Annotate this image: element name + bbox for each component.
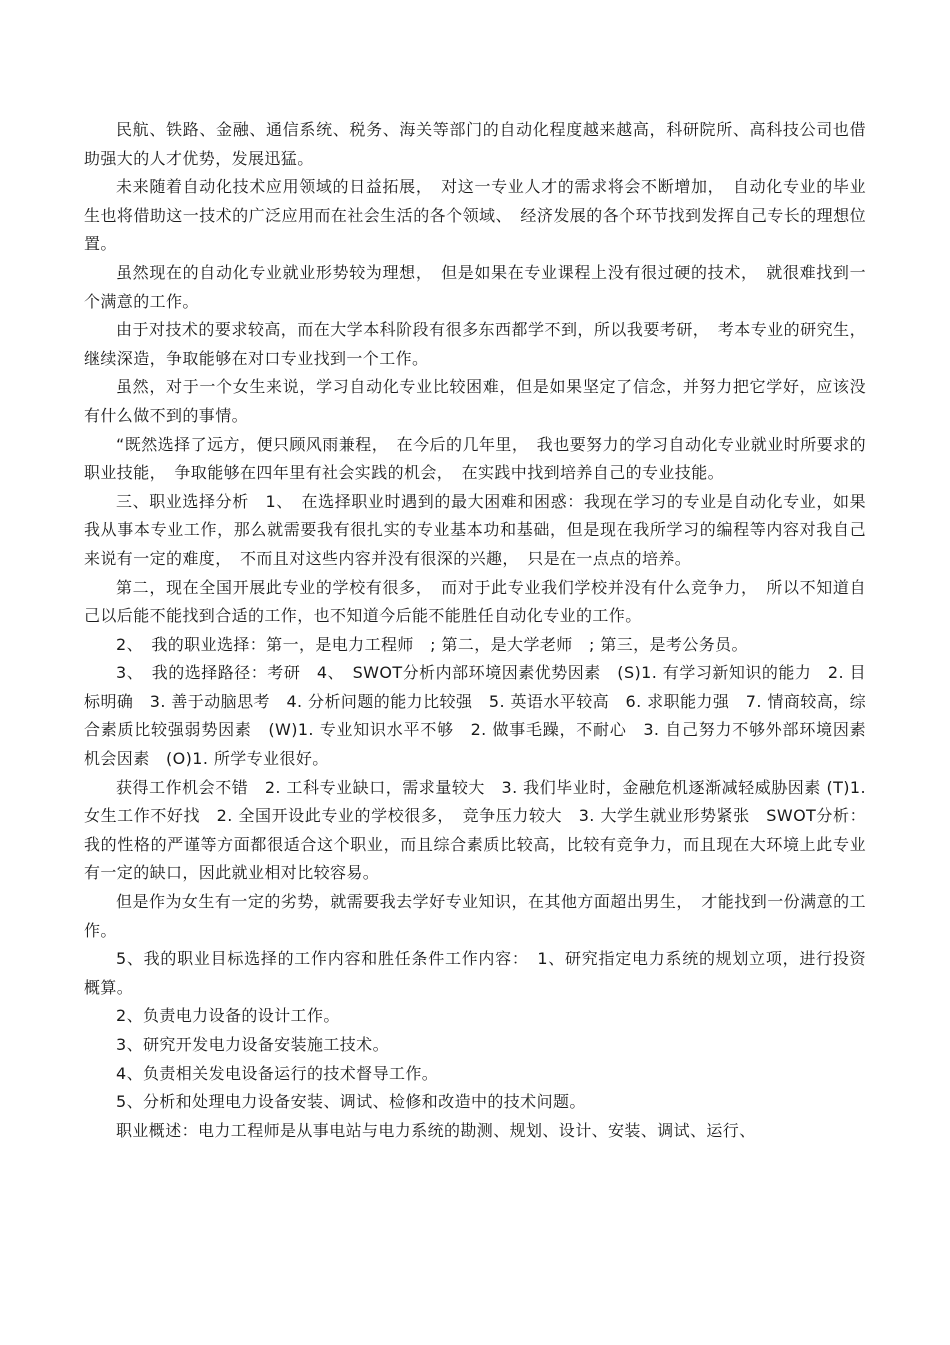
paragraph-15: 3、研究开发电力设备安装施工技术。 [116,1035,389,1054]
paragraph-6: “既然选择了远方，便只顾风雨兼程， 在今后的几年里， 我也要努力的学习自动化专业就业时所要求的职业技能， 争取能够在四年里有社会实践的机会， 在实践中找到培养自己的专业技能。 [84,434,866,483]
paragraph-16: 4、负责相关发电设备运行的技术督导工作。 [116,1063,439,1083]
paragraph-10: 3、 我的选择路径：考研 4、 SWOT分析内部环境因素优势因素 (S)1. 有学习新知识的能力 2. 目标明确 3. 善于动脑思考 4. 分析问题的能力比较强 5. 英语水平较高 6. 求职能力强 7. 情商较高，综合素质比较强弱势因素 (W)1. 专业知识水平不够 2. 做事毛躁，不耐心 3. 自己努力不够外部环境因素机会因素 (O)1. 所学专业很好。 [84,663,866,769]
paragraph-7: 三、职业选择分析 1、 在选择职业时遇到的最大困难和困惑：我现在学习的专业是自动化专业，如果我从事本专业工作，那么就需要我有很扎实的专业基本功和基础，但是现在我所学习的编程等内容对我自己来说有一定的难度， 不而且对这些内容并没有很深的兴趣， 只是在一点点的培养。 [84,491,866,568]
paragraph-11: 获得工作机会不错 2. 工科专业缺口，需求量较大 3. 我们毕业时，金融危机逐渐减轻威胁因素 (T)1. 女生工作不好找 2. 全国开设此专业的学校很多， 竞争压力较大 3. 大学生就业形势紧张 SWOT分析：我的性格的严谨等方面都很适合这个职业，而且综合素质比较高，比较有竞争力，而且现在大环境上此专业有一定的缺口，因此就业相对比较容易。 [84,777,866,883]
paragraph-1: 民航、铁路、金融、通信系统、税务、海关等部门的自动化程度越来越高，科研院所、高科技公司也借助强大的人才优势，发展迅猛。 [84,120,866,168]
paragraph-3: 虽然现在的自动化专业就业形势较为理想， 但是如果在专业课程上没有很过硬的技术， 就很难找到一个满意的工作。 [84,262,866,311]
document-body [84,116,866,1145]
paragraph-5: 虽然，对于一个女生来说，学习自动化专业比较困难，但是如果坚定了信念，并努力把它学好，应该没有什么做不到的事情。 [84,377,866,425]
paragraph-14: 2、负责电力设备的设计工作。 [116,1006,340,1026]
paragraph-13: 5、我的职业目标选择的工作内容和胜任条件工作内容： 1、研究指定电力系统的规划立项，进行投资概算。 [84,949,866,997]
paragraph-18: 职业概述：电力工程师是从事电站与电力系统的勘测、规划、设计、安装、调试、运行、 [116,1120,756,1140]
paragraph-4: 由于对技术的要求较高，而在大学本科阶段有很多东西都学不到，所以我要考研， 考本专业的研究生，继续深造，争取能够在对口专业找到一个工作。 [84,320,866,368]
paragraph-12: 但是作为女生有一定的劣势，就需要我去学好专业知识，在其他方面超出男生， 才能找到一份满意的工作。 [84,892,866,940]
paragraph-8: 第二，现在全国开展此专业的学校有很多， 而对于此专业我们学校并没有什么竞争力， 所以不知道自己以后能不能找到合适的工作，也不知道今后能不能胜任自动化专业的工作。 [84,577,866,626]
paragraph-9: 2、 我的职业选择：第一，是电力工程师 ; 第二，是大学老师 ; 第三，是考公务员。 [116,634,748,654]
paragraph-17: 5、分析和处理电力设备安装、调试、检修和改造中的技术问题。 [116,1092,586,1112]
paragraph-2: 未来随着自动化技术应用领域的日益拓展， 对这一专业人才的需求将会不断增加， 自动化专业的毕业生也将借助这一技术的广泛应用而在社会生活的各个领域、 经济发展的各个环节找到发挥自己专长的理想位置。 [84,177,866,254]
